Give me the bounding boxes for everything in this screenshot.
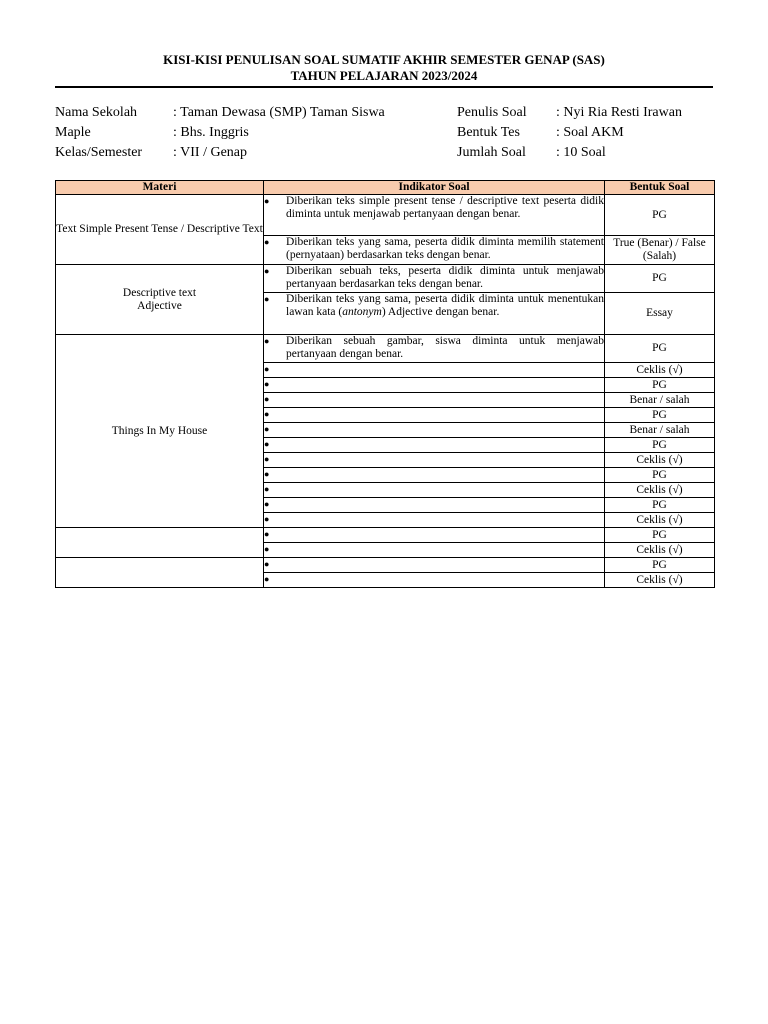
materi-cell: Text Simple Present Tense / Descriptive Text bbox=[56, 195, 264, 265]
info-left-block bbox=[55, 104, 385, 164]
bentuk-cell: PG bbox=[605, 438, 715, 453]
table-row bbox=[56, 558, 715, 573]
materi-text-line2: Adjective bbox=[137, 299, 182, 312]
bullet-icon: ● bbox=[264, 499, 270, 509]
indikator-cell bbox=[264, 378, 605, 393]
bullet-icon: ● bbox=[264, 544, 270, 554]
bullet-icon: ● bbox=[264, 484, 270, 494]
bullet-icon: ● bbox=[264, 529, 270, 539]
bentuk-cell: Ceklis (√) bbox=[605, 453, 715, 468]
bullet-icon: ● bbox=[264, 379, 270, 389]
materi-text: Descriptive text bbox=[122, 286, 197, 299]
bentuk-cell: PG bbox=[605, 468, 715, 483]
bentuk-cell: Ceklis (√) bbox=[605, 483, 715, 498]
indikator-cell bbox=[264, 573, 605, 588]
indikator-cell bbox=[264, 543, 605, 558]
column-header-indikator: Indikator Soal bbox=[264, 181, 605, 195]
info-row-test-type bbox=[457, 124, 682, 144]
bentuk-cell: PG bbox=[605, 528, 715, 543]
table-row bbox=[56, 528, 715, 543]
materi-cell bbox=[56, 265, 264, 335]
info-row-author bbox=[457, 104, 682, 124]
info-label: Nama Sekolah bbox=[55, 105, 138, 120]
info-row-subject bbox=[55, 124, 385, 144]
indikator-cell bbox=[264, 513, 605, 528]
info-label: Kelas/Semester bbox=[55, 145, 143, 160]
document-title: KISI-KISI PENULISAN SOAL SUMATIF AKHIR SEMESTER GENAP (SAS) bbox=[163, 52, 605, 67]
indikator-text bbox=[286, 293, 604, 319]
indikator-cell bbox=[264, 483, 605, 498]
info-row-question-count bbox=[457, 144, 682, 164]
indikator-cell bbox=[264, 335, 605, 363]
info-value: : VII / Genap bbox=[173, 145, 247, 160]
indikator-cell bbox=[264, 293, 605, 335]
indikator-cell bbox=[264, 393, 605, 408]
indikator-text: Diberikan sebuah gambar, siswa diminta untuk menjawab pertanyaan dengan benar. bbox=[286, 335, 604, 360]
info-label: Bentuk Tes bbox=[457, 125, 520, 140]
info-row-school bbox=[55, 104, 385, 124]
bentuk-cell: Benar / salah bbox=[605, 423, 715, 438]
bullet-icon: ● bbox=[264, 237, 270, 247]
indikator-cell bbox=[264, 195, 605, 236]
indikator-text: Diberikan teks simple present tense / descriptive text peserta didik diminta untuk menjawab pertanyaan dengan benar. bbox=[286, 195, 604, 220]
info-right-block bbox=[457, 104, 682, 164]
bentuk-cell: Ceklis (√) bbox=[605, 543, 715, 558]
indikator-text: Diberikan sebuah teks, peserta didik diminta untuk menjawab pertanyaan berdasarkan teks dengan benar. bbox=[286, 265, 604, 290]
bullet-icon: ● bbox=[264, 574, 270, 584]
bentuk-cell: PG bbox=[605, 335, 715, 363]
bullet-icon: ● bbox=[264, 559, 270, 569]
indikator-cell bbox=[264, 265, 605, 293]
indikator-cell bbox=[264, 408, 605, 423]
bullet-icon: ● bbox=[264, 336, 270, 346]
indikator-cell bbox=[264, 453, 605, 468]
bentuk-cell: True (Benar) / False (Salah) bbox=[605, 236, 715, 265]
bullet-icon: ● bbox=[264, 364, 270, 374]
info-value: : Bhs. Inggris bbox=[173, 125, 249, 140]
bullet-icon: ● bbox=[264, 394, 270, 404]
document-subtitle: TAHUN PELAJARAN 2023/2024 bbox=[290, 68, 478, 83]
indikator-text-emphasis: antonym bbox=[342, 306, 382, 318]
indikator-cell bbox=[264, 363, 605, 378]
indikator-cell bbox=[264, 236, 605, 265]
bullet-icon: ● bbox=[264, 454, 270, 464]
info-value: : Soal AKM bbox=[556, 125, 624, 140]
bullet-icon: ● bbox=[264, 469, 270, 479]
bentuk-cell: Ceklis (√) bbox=[605, 573, 715, 588]
indikator-cell bbox=[264, 423, 605, 438]
materi-cell bbox=[56, 558, 264, 588]
bentuk-cell: Ceklis (√) bbox=[605, 513, 715, 528]
bentuk-cell: Ceklis (√) bbox=[605, 363, 715, 378]
column-header-bentuk: Bentuk Soal bbox=[605, 181, 715, 195]
bullet-icon: ● bbox=[264, 196, 270, 206]
bentuk-cell: PG bbox=[605, 498, 715, 513]
bentuk-cell: PG bbox=[605, 265, 715, 293]
indikator-text: Diberikan teks yang sama, peserta didik diminta memilih statement (pernyataan) berdasarkan teks dengan benar. bbox=[286, 236, 604, 261]
bullet-icon: ● bbox=[264, 439, 270, 449]
bentuk-cell: Benar / salah bbox=[605, 393, 715, 408]
table-row bbox=[56, 335, 715, 363]
table-row bbox=[56, 195, 715, 236]
indikator-text-part: Diberikan teks yang sama, peserta didik diminta untuk menentukan lawan kata ( bbox=[286, 293, 604, 318]
table-row bbox=[56, 265, 715, 293]
bentuk-cell: PG bbox=[605, 558, 715, 573]
bullet-icon: ● bbox=[264, 424, 270, 434]
info-row-class bbox=[55, 144, 385, 164]
bullet-icon: ● bbox=[264, 514, 270, 524]
indikator-cell bbox=[264, 498, 605, 513]
info-value: : Taman Dewasa (SMP) Taman Siswa bbox=[173, 105, 385, 120]
column-header-materi: Materi bbox=[56, 181, 264, 195]
info-label: Jumlah Soal bbox=[457, 145, 526, 160]
bentuk-cell: Essay bbox=[605, 293, 715, 335]
indikator-cell bbox=[264, 468, 605, 483]
indikator-cell bbox=[264, 438, 605, 453]
indikator-cell bbox=[264, 558, 605, 573]
info-value: : Nyi Ria Resti Irawan bbox=[556, 105, 682, 120]
info-label: Maple bbox=[55, 125, 91, 140]
indikator-cell bbox=[264, 528, 605, 543]
materi-cell: Things In My House bbox=[56, 335, 264, 528]
title-divider bbox=[55, 86, 713, 88]
indikator-text-part: ) Adjective dengan benar. bbox=[381, 306, 500, 318]
info-label: Penulis Soal bbox=[457, 105, 527, 120]
bullet-icon: ● bbox=[264, 266, 270, 276]
bentuk-cell: PG bbox=[605, 408, 715, 423]
table-header-row bbox=[56, 181, 715, 195]
materi-cell bbox=[56, 528, 264, 558]
kisi-kisi-table bbox=[55, 180, 715, 588]
info-value: : 10 Soal bbox=[556, 145, 606, 160]
bullet-icon: ● bbox=[264, 294, 270, 304]
bentuk-cell: PG bbox=[605, 378, 715, 393]
bentuk-cell: PG bbox=[605, 195, 715, 236]
bullet-icon: ● bbox=[264, 409, 270, 419]
